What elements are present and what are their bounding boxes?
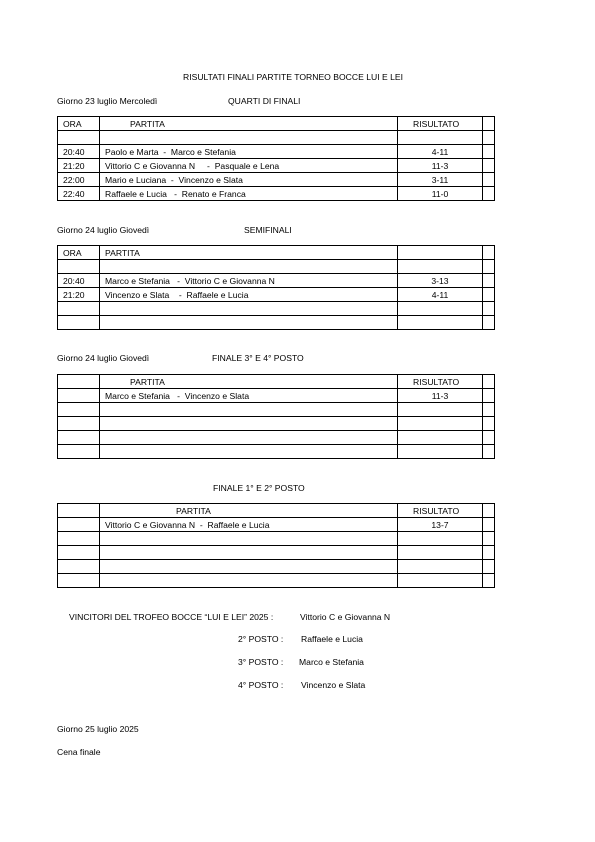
table-cell [58,302,100,316]
table-cell [398,260,483,274]
table-cell [483,417,495,431]
table-cell [483,504,495,518]
table-cell [483,375,495,389]
match-result: 4-11 [398,145,483,159]
table-cell [58,131,100,145]
table-row [58,288,495,302]
match-time: 21:20 [58,159,100,173]
table-cell [398,445,483,459]
table-cell [398,302,483,316]
table-cell [58,260,100,274]
dinner-event: Cena finale [57,747,101,757]
header-risultato: RISULTATO [398,504,483,518]
third-place-stage: FINALE 3° E 4° POSTO [212,353,304,363]
third-place-day: Giorno 24 luglio Giovedì [57,353,150,363]
trophy-label: VINCITORI DEL TROFEO BOCCE “LUI E LEI” 2025 : [69,612,274,622]
match-result: 3-11 [398,173,483,187]
table-cell [100,260,398,274]
table-cell [398,532,483,546]
header-partita: PARTITA [100,375,398,389]
table-cell [398,546,483,560]
table-cell [483,173,495,187]
header-risultato: RISULTATO [398,375,483,389]
page-title: RISULTATI FINALI PARTITE TORNEO BOCCE LUI E LEI [183,72,403,82]
table-cell [483,117,495,131]
table-cell [483,145,495,159]
table-cell [483,532,495,546]
match-teams: Paolo e Marta - Marco e Stefania [100,145,398,159]
second-place-label: 2° POSTO : [238,634,284,644]
table-cell [483,431,495,445]
header-ora: ORA [58,246,100,260]
table-cell [483,560,495,574]
table-cell [58,504,100,518]
table-row [58,260,495,274]
match-result: 4-11 [398,288,483,302]
table-row [58,131,495,145]
table-cell [398,316,483,330]
match-result: 13-7 [398,518,483,532]
table-cell [58,375,100,389]
final-stage: FINALE 1° E 2° POSTO [213,483,305,493]
third-place-label: 3° POSTO : [238,657,284,667]
table-cell [100,403,398,417]
table-row [58,546,495,560]
match-teams: Marco e Stefania - Vittorio C e Giovanna N [100,274,398,288]
table-cell [398,131,483,145]
table-cell [58,389,100,403]
table-cell [483,159,495,173]
table-cell [398,574,483,588]
table-row [58,417,495,431]
table-cell [100,431,398,445]
table-row [58,173,495,187]
dinner-day: Giorno 25 luglio 2025 [57,724,139,734]
table-header-row [58,504,495,518]
table-row [58,574,495,588]
match-teams: Vittorio C e Giovanna N - Pasquale e Lena [100,159,398,173]
table-cell [100,574,398,588]
table-row [58,145,495,159]
third-place-team: Marco e Stefania [299,657,364,667]
quarterfinals-day: Giorno 23 luglio Mercoledì [57,96,158,106]
table-cell [483,246,495,260]
match-time: 20:40 [58,145,100,159]
table-cell [398,417,483,431]
table-cell [483,274,495,288]
table-cell [58,574,100,588]
table-cell [483,403,495,417]
table-cell [398,403,483,417]
header-partita: PARTITA [100,246,398,260]
table-header-row [58,117,495,131]
table-row [58,560,495,574]
match-time: 22:40 [58,187,100,201]
table-header-row [58,246,495,260]
table-row [58,187,495,201]
match-teams: Vincenzo e Slata - Raffaele e Lucia [100,288,398,302]
header-partita: PARTITA [100,504,398,518]
table-cell [100,560,398,574]
second-place-team: Raffaele e Lucia [301,634,363,644]
semifinals-table [57,245,495,330]
match-result: 11-0 [398,187,483,201]
table-cell [58,417,100,431]
match-result: 11-3 [398,389,483,403]
table-cell [483,288,495,302]
semifinals-stage: SEMIFINALI [244,225,292,235]
match-time: 20:40 [58,274,100,288]
table-cell [483,389,495,403]
first-place-team: Vittorio C e Giovanna N [300,612,391,622]
table-cell [100,532,398,546]
table-cell [58,431,100,445]
table-cell [398,246,483,260]
semifinals-day: Giorno 24 luglio Giovedì [57,225,150,235]
table-row [58,518,495,532]
table-cell [483,316,495,330]
table-cell [100,316,398,330]
table-row [58,431,495,445]
table-row [58,532,495,546]
table-cell [58,316,100,330]
table-cell [483,187,495,201]
table-cell [100,546,398,560]
table-header-row [58,375,495,389]
table-cell [100,131,398,145]
table-cell [398,431,483,445]
table-row [58,389,495,403]
quarterfinals-stage: QUARTI DI FINALI [228,96,301,106]
match-time: 22:00 [58,173,100,187]
table-cell [58,518,100,532]
match-teams: Vittorio C e Giovanna N - Raffaele e Lucia [100,518,398,532]
table-cell [58,560,100,574]
header-partita: PARTITA [100,117,398,131]
final-table [57,503,495,588]
third-place-table [57,374,495,459]
quarterfinals-table [57,116,495,201]
table-cell [483,302,495,316]
table-row [58,159,495,173]
match-result: 11-3 [398,159,483,173]
match-teams: Mario e Luciana - Vincenzo e Slata [100,173,398,187]
table-cell [100,445,398,459]
table-cell [58,546,100,560]
header-ora: ORA [58,117,100,131]
table-cell [483,546,495,560]
table-cell [58,403,100,417]
table-cell [58,445,100,459]
match-teams: Marco e Stefania - Vincenzo e Slata [100,389,398,403]
table-row [58,403,495,417]
match-teams: Raffaele e Lucia - Renato e Franca [100,187,398,201]
table-cell [483,445,495,459]
header-risultato: RISULTATO [398,117,483,131]
table-cell [100,417,398,431]
table-row [58,302,495,316]
table-cell [100,302,398,316]
table-row [58,445,495,459]
match-result: 3-13 [398,274,483,288]
table-cell [398,560,483,574]
fourth-place-label: 4° POSTO : [238,680,284,690]
fourth-place-team: Vincenzo e Slata [301,680,366,690]
table-cell [483,518,495,532]
table-cell [483,260,495,274]
table-row [58,274,495,288]
table-cell [58,532,100,546]
table-cell [483,131,495,145]
match-time: 21:20 [58,288,100,302]
table-cell [483,574,495,588]
table-row [58,316,495,330]
